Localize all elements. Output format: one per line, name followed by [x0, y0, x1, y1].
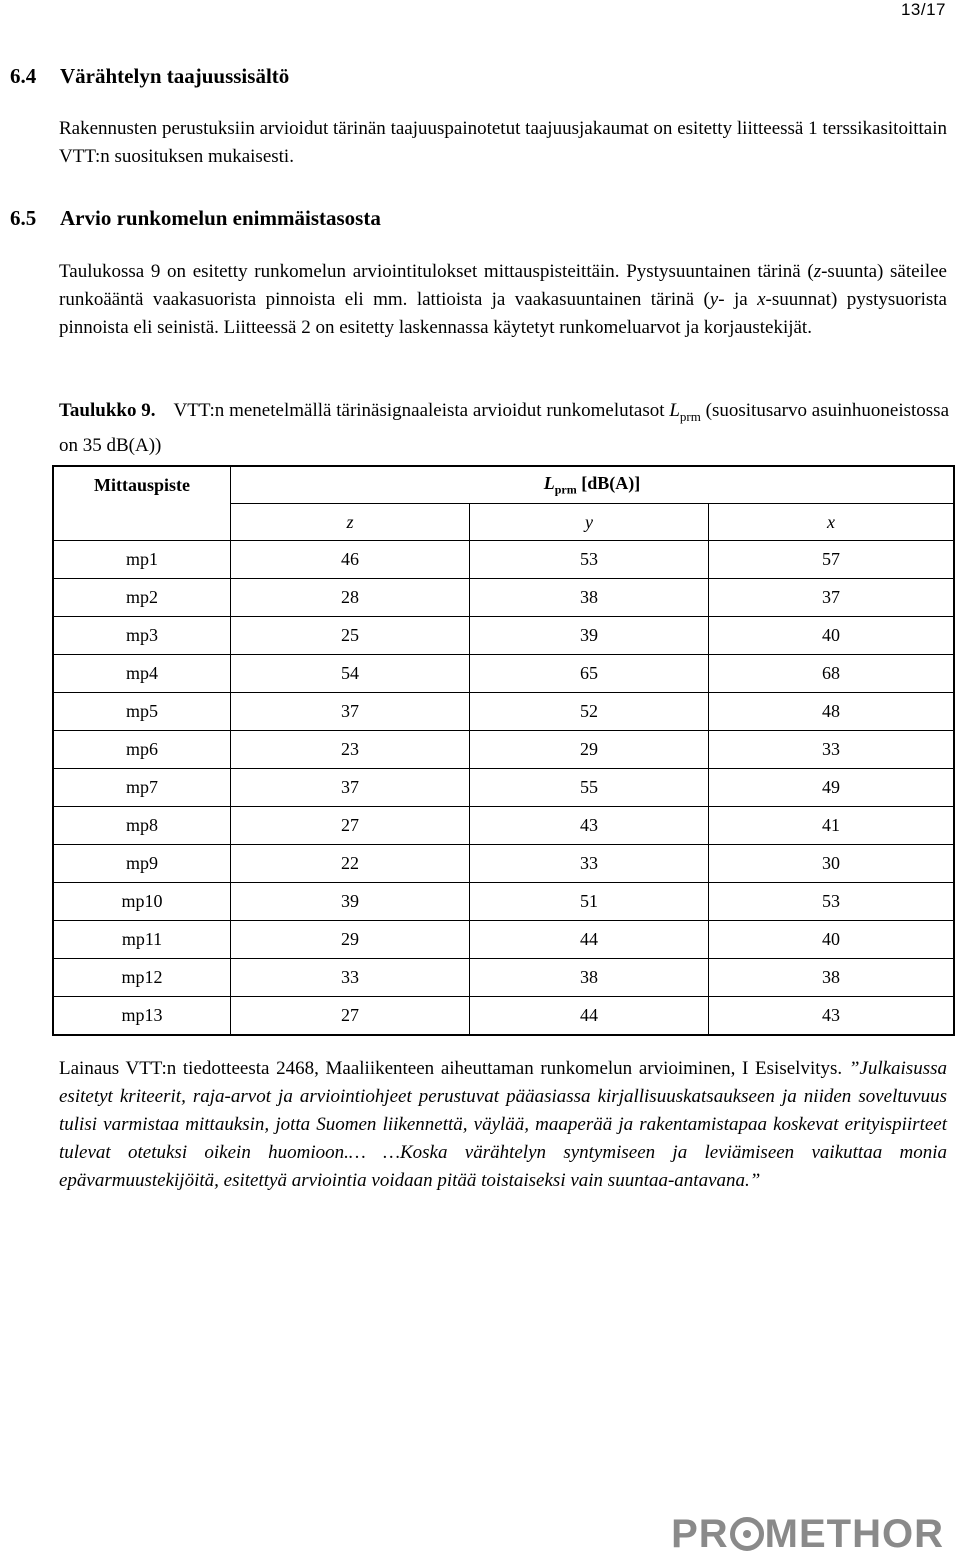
section-6-5-paragraph: Taulukossa 9 on esitetty runkomelun arviointitulokset mittauspisteittäin. Pystysuuntainen tärinä (z-suunta) säteilee runkoääntä vaakasuorista pinnoista eli mm. lattioista ja vaakasuuntainen tärinä (y- ja x-suunnat) pystysuorista pinnoista eli seinistä. Liitteessä 2 on esitetty laskennassa käytetyt runkomeluarvot ja korjaustekijät. — [59, 261, 947, 338]
table-row — [53, 883, 954, 921]
value-cell-x: 41 — [709, 807, 955, 845]
column-header-point: Mittauspiste — [53, 466, 231, 504]
value-cell-x: 48 — [709, 693, 955, 731]
promethor-logo: PR METHOR — [671, 1512, 944, 1556]
value-cell-z: 39 — [231, 883, 470, 921]
section-6-4-paragraph: Rakennusten perustuksiin arvioidut tärinän taajuuspainotetut taajuusjakaumat on esitetty liitteessä 1 terssikasitoittain VTT:n suosituksen mukaisesti. — [59, 118, 947, 167]
z-variable: z — [813, 261, 822, 282]
value-cell-z: 46 — [231, 541, 470, 579]
point-cell: mp1 — [53, 541, 231, 579]
value-cell-y: 43 — [470, 807, 709, 845]
table-caption: Taulukko 9. VTT:n menetelmällä tärinäsignaaleista arvioidut runkomelutasot $L_{prm}$ (suositusarvo asuinhuoneistossa on 35 dB(A)) — [59, 400, 949, 456]
value-cell-y: 29 — [470, 731, 709, 769]
value-cell-x: 53 — [709, 883, 955, 921]
value-cell-x: 40 — [709, 921, 955, 959]
value-cell-x: 37 — [709, 579, 955, 617]
value-cell-y: 39 — [470, 617, 709, 655]
table-row — [53, 655, 954, 693]
column-header-z: z — [231, 504, 470, 541]
value-cell-x: 40 — [709, 617, 955, 655]
value-cell-z: 33 — [231, 959, 470, 997]
y-variable: y — [709, 289, 719, 310]
section-title: Värähtelyn taajuussisältö — [60, 64, 290, 88]
section-number: 6.5 — [10, 206, 37, 230]
point-cell: mp7 — [53, 769, 231, 807]
value-cell-y: 53 — [470, 541, 709, 579]
value-cell-y: 51 — [470, 883, 709, 921]
table-row — [53, 769, 954, 807]
value-cell-x: 68 — [709, 655, 955, 693]
point-cell: mp12 — [53, 959, 231, 997]
value-cell-z: 23 — [231, 731, 470, 769]
value-cell-x: 49 — [709, 769, 955, 807]
table-row — [53, 731, 954, 769]
table-row — [53, 959, 954, 997]
value-cell-z: 37 — [231, 693, 470, 731]
quote-source: Lainaus VTT:n tiedotteesta 2468, Maaliikenteen aiheuttaman runkomelun arvioiminen, I Esiselvitys. — [59, 1058, 849, 1079]
table-label: Taulukko 9. — [59, 400, 156, 421]
value-cell-x: 38 — [709, 959, 955, 997]
value-cell-y: 38 — [470, 959, 709, 997]
value-cell-y: 44 — [470, 997, 709, 1036]
value-cell-z: 29 — [231, 921, 470, 959]
point-cell: mp3 — [53, 617, 231, 655]
value-cell-z: 27 — [231, 807, 470, 845]
value-cell-z: 25 — [231, 617, 470, 655]
section-heading-6-5 — [10, 206, 381, 231]
value-cell-y: 38 — [470, 579, 709, 617]
value-cell-y: 55 — [470, 769, 709, 807]
quote-text: ”Julkaisussa esitetyt kriteerit, raja-arvot ja arviointiohjeet perustuvat pääasiassa kirjallisuuskatsaukseen ja niiden soveltuvuus tulisi varmistaa mittauksin, jotta Suomen liikennettä, väylää, maaperää ja rakentamistapaa koskevat erityispiirteet tulevat otetuksi oikein huomioon.… …Koska värähtelyn syntymiseen ja leviämiseen vaikuttaa monia epävarmuustekijöitä, esitettyä arviointia voidaan pitää toistaiseksi vain suuntaa-antavana.” — [59, 1058, 947, 1191]
value-cell-y: 44 — [470, 921, 709, 959]
x-variable: x — [757, 289, 766, 310]
table-axis-row — [53, 504, 954, 541]
value-cell-x: 57 — [709, 541, 955, 579]
column-group-header: $L_{prm}$ [dB(A)] — [543, 472, 641, 497]
logo-o-icon — [730, 1517, 764, 1551]
point-cell: mp8 — [53, 807, 231, 845]
table-row — [53, 541, 954, 579]
table-header-row — [53, 466, 954, 504]
page-number: 13/17 — [900, 0, 946, 19]
column-header-x: x — [709, 504, 955, 541]
section-heading-6-4 — [10, 64, 289, 89]
table-row — [53, 693, 954, 731]
point-cell: mp5 — [53, 693, 231, 731]
point-cell: mp10 — [53, 883, 231, 921]
table-row — [53, 845, 954, 883]
point-cell: mp4 — [53, 655, 231, 693]
value-cell-x: 33 — [709, 731, 955, 769]
value-cell-z: 22 — [231, 845, 470, 883]
value-cell-z: 54 — [231, 655, 470, 693]
value-cell-y: 65 — [470, 655, 709, 693]
column-header-y: y — [470, 504, 709, 541]
value-cell-z: 28 — [231, 579, 470, 617]
value-cell-x: 43 — [709, 997, 955, 1036]
lprm-symbol: L — [669, 400, 680, 421]
value-cell-y: 52 — [470, 693, 709, 731]
table-row — [53, 807, 954, 845]
value-cell-y: 33 — [470, 845, 709, 883]
point-cell: mp6 — [53, 731, 231, 769]
value-cell-z: 37 — [231, 769, 470, 807]
value-cell-x: 30 — [709, 845, 955, 883]
table-row — [53, 921, 954, 959]
point-cell: mp13 — [53, 997, 231, 1036]
value-cell-z: 27 — [231, 997, 470, 1036]
section-number: 6.4 — [10, 64, 37, 88]
table-row — [53, 617, 954, 655]
section-title: Arvio runkomelun enimmäistasosta — [60, 206, 381, 230]
point-cell: mp11 — [53, 921, 231, 959]
table-row — [53, 579, 954, 617]
table-row — [53, 997, 954, 1036]
point-cell: mp9 — [53, 845, 231, 883]
point-cell: mp2 — [53, 579, 231, 617]
quote-paragraph — [59, 1055, 947, 1195]
vibration-noise-table — [52, 465, 955, 1036]
